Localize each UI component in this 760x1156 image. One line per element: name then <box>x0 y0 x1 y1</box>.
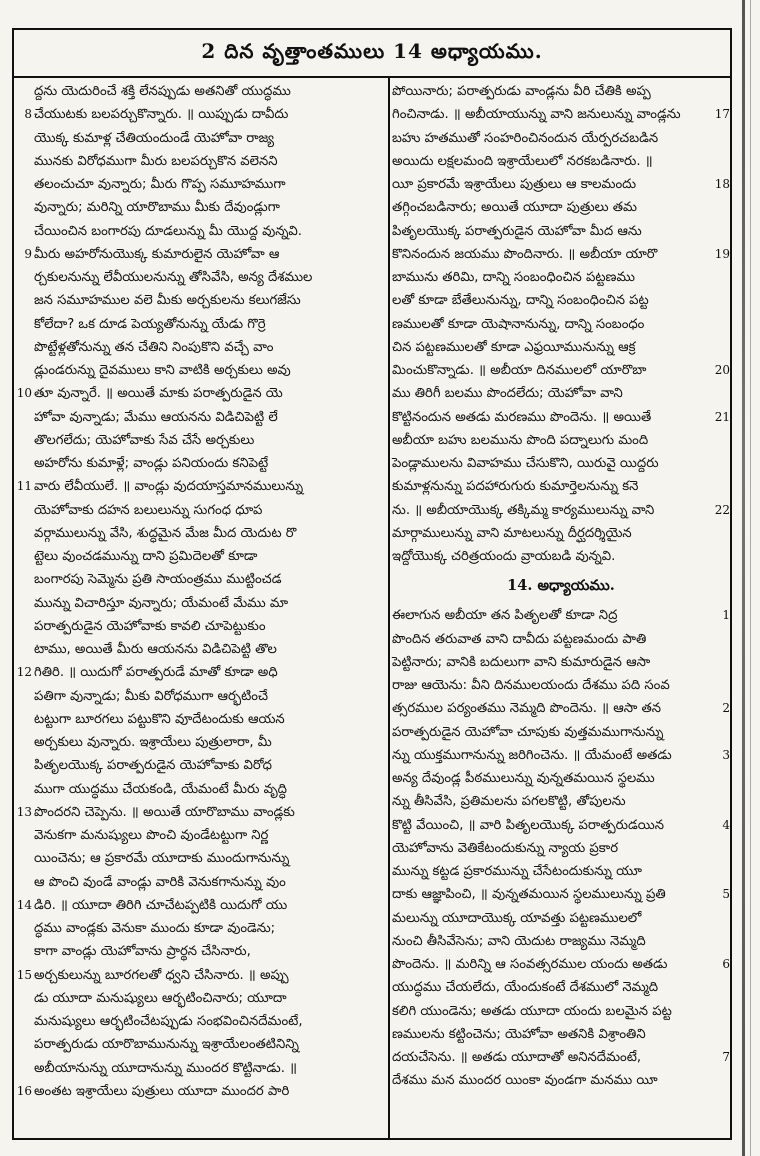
verse-number: 20 <box>714 363 730 377</box>
text-line <box>392 860 730 883</box>
line-text: యెహోవాకు దహన బలులున్ను సుగంధ ధూప <box>34 502 263 518</box>
text-line <box>34 127 386 150</box>
line-text: పొందిన తరువాత వాని దావీదు పట్టణమందు పాతి <box>392 631 647 647</box>
text-line <box>34 220 386 243</box>
text-line <box>392 499 730 522</box>
line-text: బహు హతముతో సంహరించినందున యేర్పరచబడిన <box>392 130 659 146</box>
text-line <box>392 336 730 359</box>
text-line <box>34 1033 386 1056</box>
verse-number: 11 <box>16 479 32 494</box>
text-line <box>34 266 386 289</box>
line-text: పొందెను. ॥ మరిన్ని ఆ సంవత్సరముల యందు అతడు <box>392 957 668 972</box>
text-line <box>34 80 386 103</box>
text-line <box>392 545 730 568</box>
verse-number: 10 <box>16 386 32 401</box>
text-line <box>392 883 730 906</box>
verse-number: 2 <box>722 701 730 716</box>
verse-number: 3 <box>722 747 730 762</box>
text-line <box>392 604 730 627</box>
text-line <box>392 976 730 999</box>
text-line <box>34 522 386 545</box>
text-line <box>34 917 386 940</box>
line-text: అయిదు లక్షలమంది ఇశ్రాయేలులో నరకబడినారు. ॥ <box>392 153 653 169</box>
line-text: అంతట ఇశ్రాయేలు పుత్రులు యూదా ముందర పారి <box>34 1083 290 1099</box>
line-text: మనుష్యులు ఆర్భటించేటప్పుడు సంభవించినదేమంటే, <box>34 1014 303 1029</box>
line-text: అన్య దేవుండ్ల పీఠములున్ను వున్నతమయిన స్థలము <box>392 771 655 786</box>
line-text: ను. ॥ అబీయాయొక్క తక్కిమ్మ కార్యములున్ను వాని <box>392 502 655 518</box>
text-line <box>392 452 730 475</box>
verse-number: 17 <box>714 107 730 122</box>
text-line <box>34 568 386 591</box>
line-text: యించెను; ఆ ప్రకారమే యూదాకు ముందుగానున్ను <box>34 851 290 867</box>
line-text: టట్టుగా బూరగలు పట్టుకొని వూదేటందుకు ఆయన <box>34 711 285 727</box>
text-line <box>34 150 386 173</box>
text-line <box>34 196 386 219</box>
line-text: న్ను తీసివేసి, ప్రతిమలను పగలకొట్టి, తోపులను <box>392 794 626 810</box>
column-divider <box>388 76 390 1138</box>
text-line <box>392 930 730 953</box>
text-line <box>392 1069 730 1092</box>
line-text: ద్ధము వాండ్లకు వెనుకా ముందు కూడా వుండెను; <box>34 921 276 936</box>
binding-edge-line <box>750 0 751 1156</box>
text-line <box>34 359 386 382</box>
text-line <box>16 475 386 498</box>
text-line <box>392 907 730 930</box>
line-text: నుంచి తీసివేసెను; వాని యెదుట రాజ్యము నెమ్మది <box>392 933 646 949</box>
line-text: మీరు అహరోనుయొక్క కుమారులైన యెహోవా ఆ <box>34 246 280 262</box>
line-text: యుద్ధము చేయలేదు, యేందుకంటే దేశములో నెమ్మది <box>392 980 659 996</box>
line-text: ట్టెలు వుంచడమున్ను దాని ప్రమిదెలతో కూడా <box>34 549 258 564</box>
line-text: యెహోవాను వెతికేటందుకున్ను న్యాయ ప్రకార <box>392 840 619 856</box>
text-line <box>16 382 386 405</box>
text-line <box>392 359 730 382</box>
line-text: మునకు విరోధముగా మీరు బలపర్చుకొన వలెనని <box>34 153 278 169</box>
line-text: ణములను కట్టించెను; యెహోవా అతనికి విశ్రాంతిని <box>392 1026 646 1042</box>
text-line <box>34 940 386 963</box>
line-text: తూ వున్నారే. ॥ అయితే మాకు పరాత్పరుడైన యె <box>34 386 283 402</box>
text-line <box>392 721 730 744</box>
line-text: పతిగా వున్నాడు; మీకు విరోధముగా ఆర్భటించే <box>34 688 268 704</box>
line-text: పితృలయొక్క పరాత్పరుడైన యెహోవాకు విరోధ <box>34 758 272 774</box>
line-text: ద్దను యెదురించే శక్తి లేనప్పుడు అతనితో యుద్ధము <box>34 84 291 99</box>
text-line <box>392 1000 730 1023</box>
text-line <box>392 127 730 150</box>
line-text: ఈలాగున అబీయా తన పితృలతో కూడా నిద్ర <box>392 608 618 624</box>
verse-number: 15 <box>16 967 32 982</box>
verse-number: 9 <box>24 246 32 261</box>
verse-number: 18 <box>714 177 730 191</box>
text-line <box>34 592 386 615</box>
text-line <box>392 313 730 336</box>
text-line <box>392 173 730 196</box>
left-text-column <box>16 80 386 1136</box>
line-text: కొట్టినందున అతడు మరణము పొందెను. ॥ అయితే <box>392 409 652 425</box>
line-text: పరాత్పరుడు యారొబామునున్ను ఇశ్రాయేలంతటినిన్ని <box>34 1037 299 1053</box>
text-line <box>392 1046 730 1069</box>
text-line <box>392 790 730 813</box>
running-header: 2 దిన వృత్తాంతములు 14 అధ్యాయము. <box>14 30 730 78</box>
verse-number: 14 <box>16 897 32 912</box>
line-text: టాము, అయితే మీరు ఆయనను విడిచిపెట్టి తొల <box>34 642 277 657</box>
text-line <box>34 173 386 196</box>
line-text: మార్గాములున్ను వాని మాటలున్ను దీర్ఘదర్శియైన <box>392 525 632 541</box>
text-line <box>34 545 386 568</box>
verse-number: 22 <box>714 502 730 517</box>
text-line <box>34 754 386 777</box>
text-line <box>392 744 730 767</box>
line-text: ణములతో కూడా యెషానానున్ను, దాన్ని సంబంధం <box>392 316 645 332</box>
text-line <box>392 243 730 266</box>
text-line <box>392 522 730 545</box>
line-text: పరాత్పరుడైన యెహోవాకు కావలి చూపెట్టుకుం <box>34 618 266 634</box>
line-text: మున్ను విచారిస్తూ వున్నారు; యేమంటే మేము మా <box>34 595 289 611</box>
text-line <box>34 638 386 661</box>
line-text: తగ్గించబడినారు; అయితే యూదా పుత్రులు తమ <box>392 200 637 216</box>
text-line <box>392 266 730 289</box>
text-line <box>392 196 730 219</box>
verse-number: 21 <box>714 409 730 424</box>
line-text: పెండ్లాములను వివాహము చేసుకొని, యిరువై యిద్దరు <box>392 456 659 471</box>
line-text: గించినాడు. ॥ అబీయాయున్ను వాని జనులున్ను వాండ్లను <box>392 107 681 123</box>
right-text-column <box>392 80 730 1136</box>
text-line <box>34 429 386 452</box>
text-line <box>392 103 730 126</box>
text-line <box>24 243 386 266</box>
text-line <box>34 778 386 801</box>
line-text: గితిరి. ॥ యిదుగో పరాత్పరుడే మాతో కూడా అధి <box>34 665 278 681</box>
line-text: డు యూదా మనుష్యులు ఆర్భటించినారు; యూదా <box>34 990 287 1006</box>
line-text: రాజు ఆయెను: వీని దినములయందు దేశము పది సంవ <box>392 678 670 693</box>
line-text: దయచేసెను. ॥ అతడు యూదాతో అనినదేమంటే, <box>392 1050 642 1065</box>
text-line <box>34 452 386 475</box>
line-text: అబీయానున్ను యూదానున్ను ముందర కొట్టినాడు. ॥ <box>34 1060 297 1076</box>
verse-number: 4 <box>722 817 730 832</box>
page-frame <box>12 28 732 1140</box>
text-line <box>392 837 730 860</box>
line-text: వారు లేవీయులే. ॥ వాండ్లు వుదయాస్తమానములున్ను <box>34 479 304 495</box>
text-line <box>392 628 730 651</box>
line-text: యొక్క కుమాళ్ల చేతియందుండే యెహోవా రాజ్య <box>34 130 275 146</box>
line-text: కుమాళ్లనున్ను పదహారుగురు కుమార్తెలనున్ను కనె <box>392 479 639 495</box>
text-line <box>16 964 386 987</box>
text-line <box>392 475 730 498</box>
text-line <box>34 871 386 894</box>
line-text: త్సరముల పర్యంతము నెమ్మది పొందెను. ॥ ఆసా తన <box>392 701 662 717</box>
text-line <box>34 1010 386 1033</box>
line-text: యీ ప్రకారమే ఇశ్రాయేలు పుత్రులు ఆ కాలమందు <box>392 177 637 192</box>
text-line <box>16 894 386 917</box>
line-text: ర్చకులనున్ను లేవీయులనున్ను తోసివేసి, అన్య దేశముల <box>34 270 313 285</box>
line-text: వర్గాములున్ను వేసి, శుద్ధమైన మేజ మీద యెదుట రొ <box>34 525 297 541</box>
line-text: డిరి. ॥ యూదా తిరిగి చూచేటప్పటికి యిదుగో యు <box>34 897 288 913</box>
text-line <box>34 824 386 847</box>
verse-number: 12 <box>16 665 32 680</box>
text-line <box>34 731 386 754</box>
line-text: కొనినందున జయము పొందినారు. ॥ అబీయా యారొ <box>392 246 658 262</box>
line-text: దేశము మన ముందర యింకా వుండగా మనము యీ <box>392 1073 658 1089</box>
line-text: చేయుటకు బలపర్చుకొన్నారు. ॥ యిప్పుడు దావీదు <box>34 107 289 123</box>
text-line <box>34 615 386 638</box>
line-text: కొట్టి వేయించి, ॥ వారి పితృలయొక్క పరాత్పరుడయిన <box>392 817 664 833</box>
text-line <box>392 150 730 173</box>
verse-number: 19 <box>714 246 730 261</box>
line-text: అర్చకులు వున్నారు. ఇశ్రాయేలు పుత్రులారా, మీ <box>34 735 272 750</box>
line-text: అహరోను కుమాళ్లే; వాండ్లు పనియందు కనిపెట్టే <box>34 456 269 471</box>
verse-number: 7 <box>722 1050 730 1064</box>
line-text: తలంచుచూ వున్నారు; మీరు గొప్ప సమూహముగా <box>34 177 286 192</box>
text-line <box>392 814 730 837</box>
text-line <box>392 406 730 429</box>
line-text: మించుకొన్నాడు. ॥ అబీయా దినములలో యారొబా <box>392 363 647 378</box>
line-text: లతో కూడా బేతేలునున్ను, దాన్ని సంబంధించిన పట్ట <box>392 293 649 309</box>
line-text: పెట్టినారు; వానికి బదులుగా వాని కుమారుడైన ఆసా <box>392 654 651 670</box>
line-text: అబీయా బహు బలమును పొంది పద్నాలుగు మంది <box>392 432 649 448</box>
line-text: కలిగి యుండెను; అతడు యూదా యందు బలమైన పట్ట <box>392 1003 672 1019</box>
verse-number: 1 <box>722 608 730 623</box>
text-line <box>392 697 730 720</box>
line-text: ఇద్దోయొక్క చరిత్రయందు వ్రాయబడి వున్నవి. <box>392 549 616 564</box>
text-line <box>392 220 730 243</box>
text-line <box>392 289 730 312</box>
text-line <box>392 767 730 790</box>
text-line <box>34 313 386 336</box>
line-text: బంగారపు సెమ్మెను ప్రతి సాయంత్రము ముట్టించడ <box>34 572 282 588</box>
line-text: ఆ పొంచి వుండే వాండ్లు వారికి వెనుకగానున్ను వుం <box>34 874 286 890</box>
text-line <box>392 651 730 674</box>
line-text: వున్నారు; మరిన్ని యారొబాము మీకు దేవుండ్లుగా <box>34 200 280 216</box>
line-text: తొలగలేదు; యెహోవాకు సేవ చేసే అర్చకులు <box>34 432 255 448</box>
line-text: ము తిరిగీ బలము పొందలేదు; యెహోవా వాని <box>392 386 623 402</box>
text-line <box>392 674 730 697</box>
line-text: చిన పట్టణములతో కూడా ఎఫ్రయీమునున్ను ఆక్ర <box>392 339 636 355</box>
text-line <box>16 661 386 684</box>
line-text: మున్ను కట్టడ ప్రకారమున్ను చేసేటందుకున్ను యూ <box>392 864 642 879</box>
verse-number: 16 <box>16 1083 32 1098</box>
text-line <box>34 987 386 1010</box>
text-line <box>34 499 386 522</box>
text-line <box>24 103 386 126</box>
line-text: మలున్ను యూదాయొక్క యావత్తు పట్టణములలో <box>392 910 642 926</box>
text-line <box>392 953 730 976</box>
text-line <box>392 382 730 405</box>
right-column-top-text <box>392 80 730 568</box>
text-line <box>34 685 386 708</box>
line-text: డ్లుండరున్ను దైవములు కాని వాటికి అర్చకులు అవు <box>34 363 291 378</box>
line-text: జన సమూహముల వలె మీకు అర్చకులను కలుగజేసు <box>34 293 301 309</box>
line-text: ముగా యుద్ధము చేయకండి, యేమంటే మీరు వృద్ధి <box>34 781 287 797</box>
line-text: కోలేదా? ఒక దూడ పెయ్యతోనున్ను యేడు గొర్రె <box>34 316 266 332</box>
text-line <box>34 406 386 429</box>
text-line <box>16 1080 386 1103</box>
line-text: దాకు ఆజ్ఞాపించి, ॥ వున్నతమయిన స్థలములున్ను ప్రతి <box>392 887 666 903</box>
text-line <box>34 1057 386 1080</box>
text-line <box>392 429 730 452</box>
chapter-heading: 14. అధ్యాయము. <box>507 577 615 595</box>
line-text: పితృలయొక్క పరాత్పరుడైన యెహోవా మీద ఆను <box>392 223 642 239</box>
verse-number: 8 <box>24 107 32 122</box>
verse-number: 13 <box>16 804 32 819</box>
line-text: కాగా వాండ్లు యెహోవాను ప్రార్థన చేసినారు, <box>34 944 251 960</box>
text-line <box>392 1023 730 1046</box>
line-text: వెనుకగా మనుష్యులు పొంచి వుండేటట్టుగా నిర్ణ <box>34 828 269 843</box>
verse-number: 5 <box>722 887 730 902</box>
text-line <box>34 847 386 870</box>
line-text: చేయించిన బంగారపు దూడలున్ను మీ యొద్ద వున్నవి. <box>34 223 302 239</box>
line-text: పొట్టేళ్లతోనున్ను తన చేతిని నింపుకొని వచ్చే వాం <box>34 339 274 355</box>
line-text: న్ను యుక్తముగానున్ను జరిగించెను. ॥ యేమంటే అతడు <box>392 747 672 763</box>
line-text: పొందరని చెప్పెను. ॥ అయితే యారొబాము వాండ్లకు <box>34 804 295 820</box>
binding-edge-shadow <box>742 0 745 1156</box>
line-text: అర్చకులున్ను బూరగలతో ధ్వని చేసినారు. ॥ అప్పు <box>34 967 289 983</box>
right-column-bottom-text <box>392 604 730 1092</box>
text-line <box>34 289 386 312</box>
line-text: బామును తరిమి, దాన్ని సంబంధించిన పట్టణము <box>392 270 635 285</box>
line-text: హోవా వున్నాడు; మేము ఆయనను విడిచిపెట్టి లే <box>34 409 278 425</box>
verse-number: 6 <box>722 957 730 971</box>
text-line <box>34 336 386 359</box>
text-line <box>16 801 386 824</box>
line-text: పరాత్పరుడైన యెహోవా చూపుకు వుత్తమముగానున్ను <box>392 724 664 740</box>
text-line <box>34 708 386 731</box>
line-text: పోయినారు; పరాత్పరుడు వాండ్లను వీరి చేతికి అప్ప <box>392 84 651 99</box>
text-line <box>392 80 730 103</box>
